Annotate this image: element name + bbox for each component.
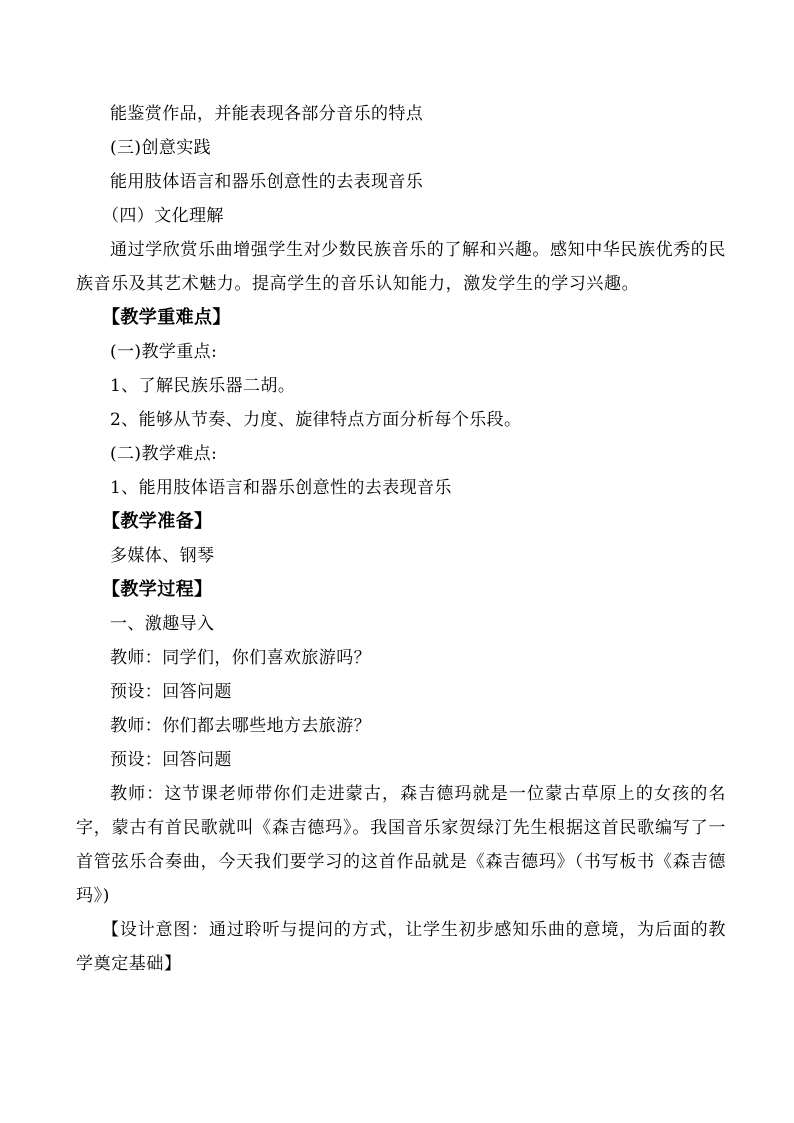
- preparation-text: 多媒体、钢琴: [110, 546, 215, 566]
- dialogue-line: 预设：回答问题: [110, 750, 232, 770]
- teaching-focus-heading: (一)教学重点:: [110, 342, 218, 362]
- teaching-focus-item: 2、能够从节奏、力度、旋律特点方面分析每个乐段。: [110, 410, 522, 430]
- teaching-focus-item: 1、了解民族乐器二胡。: [110, 376, 296, 396]
- design-intent-paragraph: 【设计意图：通过聆听与提问的方式，让学生初步感知乐曲的意境，为后面的教学奠定基础】: [76, 920, 726, 974]
- creative-practice-text: 能用肢体语言和器乐创意性的去表现音乐: [110, 172, 424, 192]
- teaching-difficulty-item: 1、能用肢体语言和器乐创意性的去表现音乐: [110, 478, 452, 498]
- cultural-understanding-heading: （四）文化理解: [102, 206, 224, 226]
- teaching-difficulty-heading: (二)教学难点:: [110, 444, 218, 464]
- cultural-understanding-text: 通过学欣赏乐曲增强学生对少数民族音乐的了解和兴趣。感知中华民族优秀的民族音乐及其艺术魅力。提高学生的音乐认知能力，激发学生的学习兴趣。: [76, 240, 726, 294]
- teacher-intro-paragraph: 教师：这节课老师带你们走进蒙古，森吉德玛就是一位蒙古草原上的女孩的名字，蒙古有首民歌就叫《森吉德玛》。我国音乐家贺绿汀先生根据这首民歌编写了一首管弦乐合奏曲，今天我们要学习的这首作品就是《森吉德玛》（书写板书《森吉德玛》): [76, 784, 726, 906]
- dialogue-line: 教师：同学们，你们喜欢旅游吗？: [110, 648, 371, 668]
- step1-heading: 一、激趣导入: [110, 614, 215, 634]
- document-body: [76, 97, 726, 981]
- process-heading: 【教学过程】: [102, 579, 213, 600]
- preparation-heading: 【教学准备】: [102, 511, 213, 532]
- dialogue-line: 教师：你们都去哪些地方去旅游？: [110, 716, 371, 736]
- key-points-heading: 【教学重难点】: [102, 307, 231, 328]
- creative-practice-heading: (三)创意实践: [110, 138, 212, 158]
- dialogue-line: 预设：回答问题: [110, 682, 232, 702]
- appreciation-text: 能鉴赏作品，并能表现各部分音乐的特点: [110, 104, 424, 124]
